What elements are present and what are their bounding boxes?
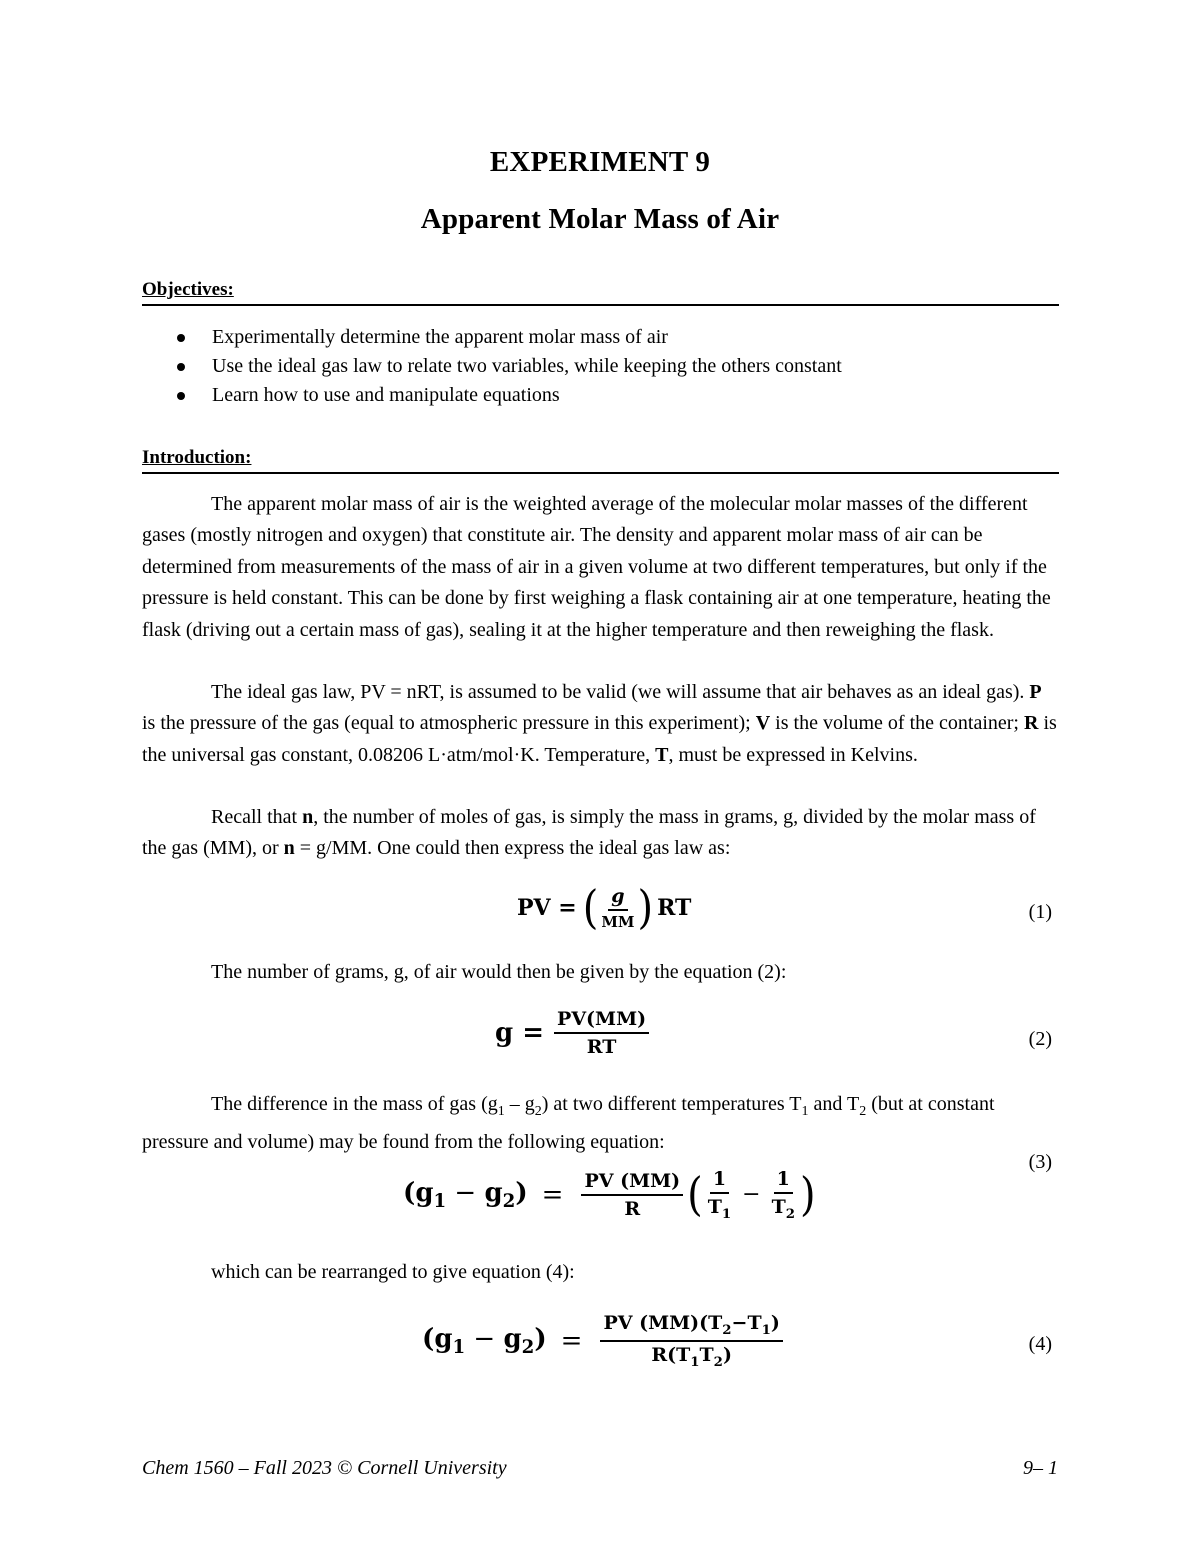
introduction-heading: Introduction:: [142, 447, 1059, 474]
equation-1: PV = ( $\frac{g}{MM}$ ) RT: [517, 881, 692, 935]
list-item: Use the ideal gas law to relate two variables, while keeping the others constant: [142, 352, 842, 381]
page-title: Apparent Molar Mass of Air: [420, 203, 780, 235]
experiment-number: EXPERIMENT 9: [489, 146, 711, 178]
list-item: Learn how to use and manipulate equations: [142, 381, 842, 410]
list-item: Experimentally determine the apparent molar mass of air: [142, 323, 842, 352]
objectives-list: [142, 323, 842, 410]
objectives-heading: Objectives:: [142, 279, 1059, 306]
footer-page-number: 9– 1: [1023, 1457, 1058, 1479]
intro-paragraph-2: The ideal gas law, PV = nRT, is assumed to be valid (we will assume that air behaves as an ideal gas). P is the pressure of the gas (equal to atmospheric pressure in this experiment); V is the volume of the container; R is the universal gas constant, 0.08206 L·atm/mol·K. Temperature, T, must be expressed in Kelvins.: [142, 681, 1057, 766]
eq4-lead-text: which can be rearranged to give equation (4):: [211, 1261, 575, 1283]
intro-paragraph-4: The difference in the mass of gas $(g_1 - g_2)$ at two different temperatures $T_1$ and $T_2$ (but at constant pressure and volume) may be found from the following equation:: [142, 1093, 995, 1154]
equation-3-number: (3): [1028, 1151, 1052, 1173]
equation-4: $(g_1 - g_2)$ = $\frac{PV (MM)(T_2-T_1)}{R(T_1T_2)}$: [422, 1312, 787, 1370]
intro-paragraph-1: The apparent molar mass of air is the weighted average of the molecular molar masses of the different gases (mostly nitrogen and oxygen) that constitute air. The density and apparent molar mass of air can be determined from measurements of the mass of air in a given volume at two different temperatures, but only if the pressure is held constant. This can be done by first weighing a flask containing air at one temperature, heating the flask (driving out a certain mass of gas), sealing it at the higher temperature and then reweighing the flask.: [142, 493, 1051, 641]
equation-4-number: (4): [1028, 1333, 1052, 1355]
eq2-lead-text: The number of grams, g, of air would then be given by the equation (2):: [211, 961, 787, 983]
equation-1-number: (1): [1028, 901, 1052, 923]
footer-course: Chem 1560 – Fall 2023 © Cornell University: [142, 1457, 507, 1479]
equation-3: $(g_1 - g_2)$ = $\frac{PV (MM)}{R}$ ( $\frac{1}{T_1}$ − $\frac{1}{T_2}$ ): [403, 1168, 816, 1222]
intro-paragraph-3: Recall that n, the number of moles of gas, is simply the mass in grams, g, divided by the molar mass of the gas (MM), or n = g/MM. One could then express the ideal gas law as:: [142, 806, 1036, 860]
equation-2: g = $\frac{PV(MM)}{RT}$: [495, 1008, 653, 1058]
equation-2-number: (2): [1028, 1028, 1052, 1050]
